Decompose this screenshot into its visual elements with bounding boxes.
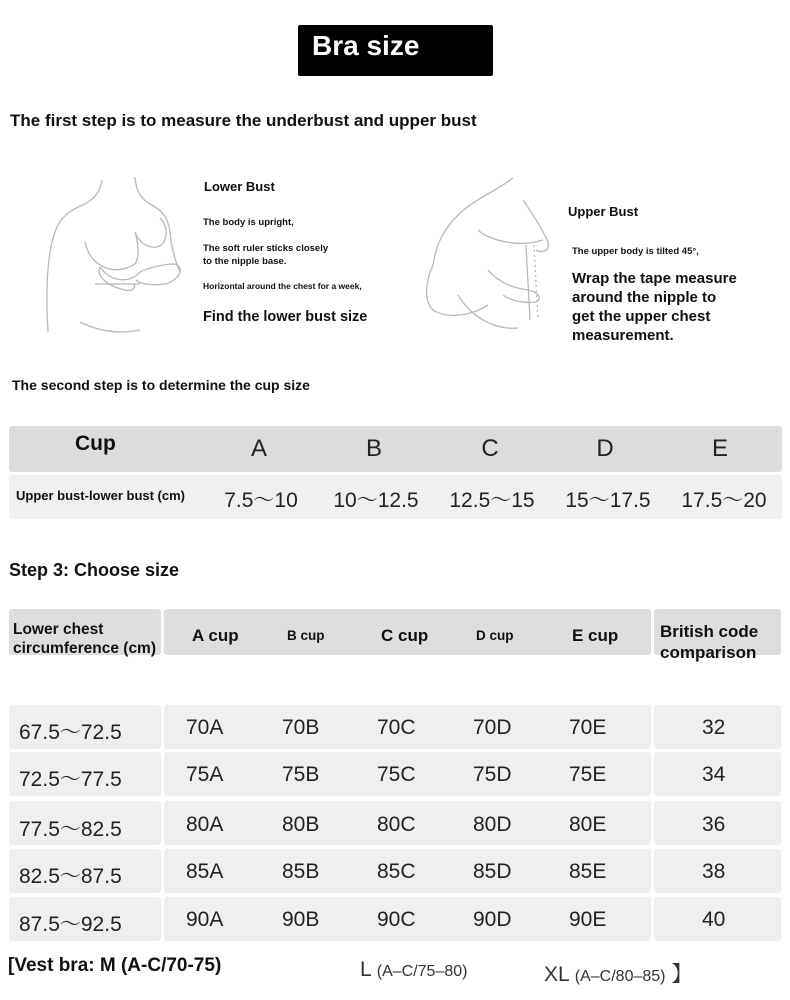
cup-range-e: 17.5～20: [681, 489, 767, 512]
row-b: 85B: [282, 860, 320, 883]
upper-bust-illustration: [418, 170, 558, 340]
step2-heading: The second step is to determine the cup size: [12, 377, 310, 393]
row-d: 75D: [473, 763, 512, 786]
row-a: 70A: [186, 716, 224, 739]
page-title: Bra size: [298, 25, 493, 76]
upper-bust-result-2: around the nipple to: [572, 289, 717, 306]
size-l-label: L: [360, 958, 371, 981]
lower-bust-text-3: Horizontal around the chest for a week,: [203, 281, 362, 291]
size-xl-range: (A–C/80–85): [574, 968, 666, 985]
cup-letter-a: A: [250, 435, 267, 462]
row-e: 90E: [569, 908, 607, 931]
row-b: 70B: [282, 716, 320, 739]
row-a: 75A: [186, 763, 224, 786]
row-c: 70C: [377, 716, 416, 739]
row-d: 80D: [473, 813, 512, 836]
col-c-cup: C cup: [381, 626, 429, 645]
col-b-cup: B cup: [287, 628, 325, 643]
row-range: 87.5～92.5: [19, 913, 122, 936]
upper-bust-text-1: The upper body is tilted 45°,: [572, 246, 699, 257]
row-a: 80A: [186, 813, 224, 836]
col-a-cup: A cup: [192, 626, 239, 645]
row-e: 70E: [569, 716, 607, 739]
step1-heading: The first step is to measure the underbust and upper bust: [10, 111, 477, 130]
lower-bust-illustration: [40, 172, 200, 337]
closing-bracket: 】: [671, 963, 693, 986]
row-d: 70D: [473, 716, 512, 739]
cup-letter-d: D: [596, 435, 614, 462]
row-e: 80E: [569, 813, 607, 836]
row-uk: 38: [702, 860, 726, 883]
row-range: 67.5～72.5: [19, 721, 122, 744]
row-e: 75E: [569, 763, 607, 786]
row-uk: 32: [702, 716, 726, 739]
lower-bust-text-1: The body is upright,: [203, 217, 294, 228]
lower-bust-label: Lower Bust: [204, 179, 275, 194]
col-lower-chest-1: Lower chest: [13, 621, 104, 638]
lower-bust-text-2b: to the nipple base.: [203, 256, 287, 267]
col-british-1: British code: [660, 622, 759, 641]
size-xl-label: XL: [544, 963, 569, 986]
row-b: 80B: [282, 813, 320, 836]
cup-header-label: Cup: [75, 432, 116, 455]
row-b: 75B: [282, 763, 320, 786]
size-l-range: (A–C/75–80): [376, 963, 468, 980]
cup-letter-b: B: [365, 435, 382, 462]
cup-letter-c: C: [481, 435, 499, 462]
row-d: 90D: [473, 908, 512, 931]
lower-bust-result: Find the lower bust size: [203, 309, 368, 325]
col-lower-chest-2: circumference (cm): [13, 640, 157, 657]
cup-row-label: Upper bust-lower bust (cm): [16, 488, 186, 503]
row-a: 85A: [186, 860, 224, 883]
row-e: 85E: [569, 860, 607, 883]
step3-heading: Step 3: Choose size: [9, 560, 180, 580]
cup-letter-e: E: [711, 435, 728, 462]
upper-bust-label: Upper Bust: [568, 204, 639, 219]
cup-range-b: 10～12.5: [333, 489, 419, 512]
row-c: 85C: [377, 860, 416, 883]
row-uk: 36: [702, 813, 726, 836]
row-c: 80C: [377, 813, 416, 836]
row-uk: 34: [702, 763, 726, 786]
col-e-cup: E cup: [572, 626, 619, 645]
row-d: 85D: [473, 860, 512, 883]
upper-bust-result-4: measurement.: [572, 327, 674, 344]
lower-bust-text-2a: The soft ruler sticks closely: [203, 243, 329, 254]
cup-range-c: 12.5～15: [449, 489, 535, 512]
row-range: 72.5～77.5: [19, 768, 122, 791]
cup-range-a: 7.5～10: [224, 489, 298, 512]
upper-bust-result-3: get the upper chest: [572, 308, 711, 325]
row-range: 77.5～82.5: [19, 818, 122, 841]
row-c: 90C: [377, 908, 416, 931]
size-l-note: [360, 958, 467, 982]
row-a: 90A: [186, 908, 224, 931]
upper-bust-result-1: Wrap the tape measure: [572, 270, 737, 287]
cup-range-d: 15～17.5: [565, 489, 651, 512]
size-xl-note: [544, 958, 692, 988]
col-british-2: comparison: [660, 643, 757, 662]
vest-bra-note: [Vest bra: M (A-C/70-75): [8, 955, 222, 976]
col-d-cup: D cup: [476, 628, 514, 643]
row-b: 90B: [282, 908, 320, 931]
row-range: 82.5～87.5: [19, 865, 122, 888]
row-uk: 40: [702, 908, 726, 931]
row-c: 75C: [377, 763, 416, 786]
